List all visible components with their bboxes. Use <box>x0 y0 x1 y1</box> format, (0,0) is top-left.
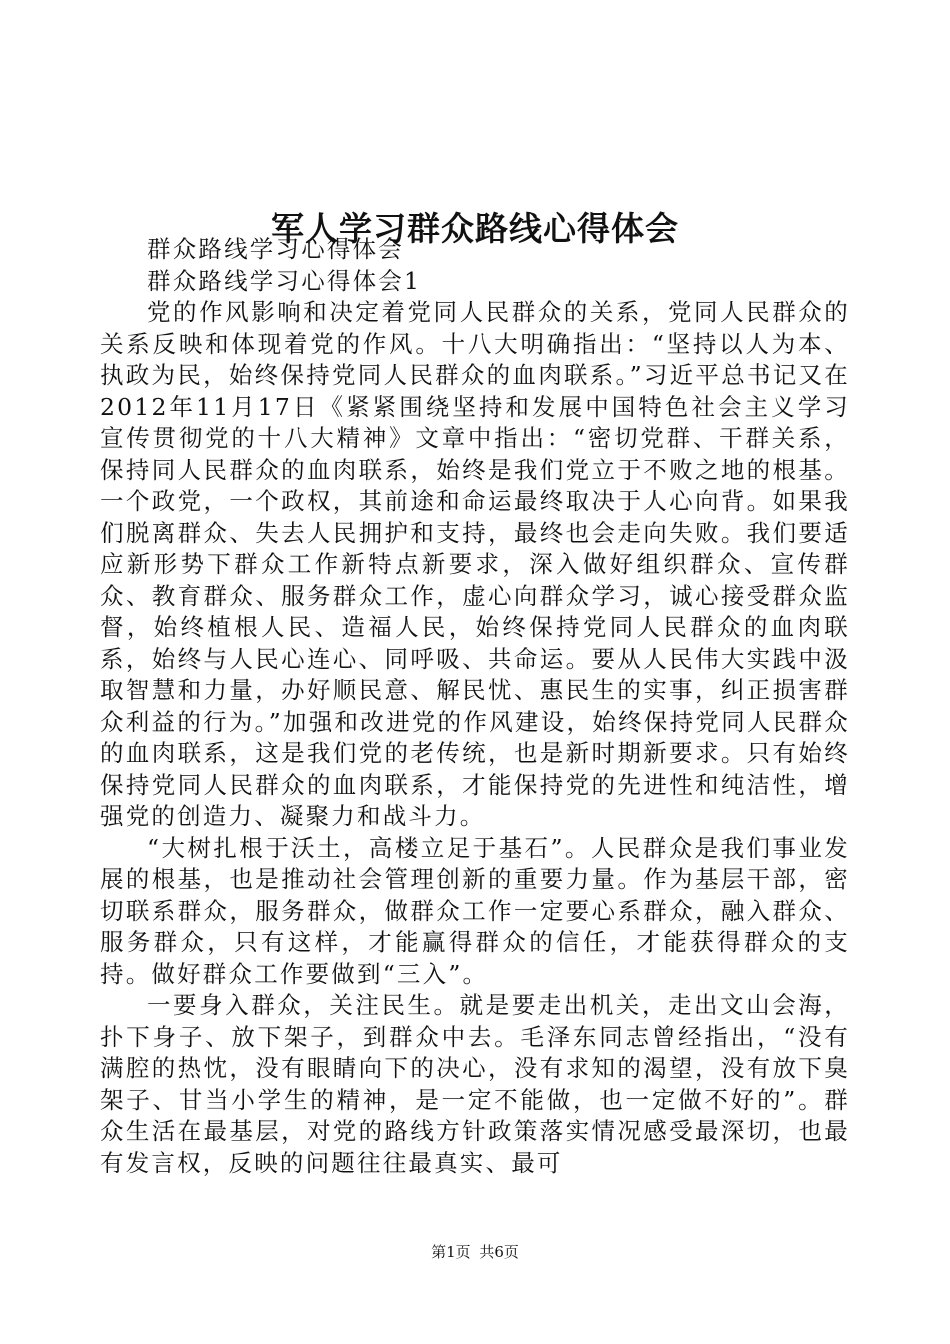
document-title: 军人学习群众路线心得体会 <box>271 209 679 249</box>
page-total: 共6页 <box>479 1243 519 1261</box>
body-paragraph: 党的作风影响和决定着党同人民群众的关系，党同人民群众的关系反映和体现着党的作风。十八大明确指出：“坚持以人为本、执政为民，始终保持党同人民群众的血肉联系。”习近平总书记又在2012年11月17日《紧紧围绕坚持和发展中国特色社会主义学习宣传贯彻党的十八大精神》文章中指出：“密切党群、干群关系，保持同人民群众的血肉联系，始终是我们党立于不败之地的根基。一个政党，一个政权，其前途和命运最终取决于人心向背。如果我们脱离群众、失去人民拥护和支持，最终也会走向失败。我们要适应新形势下群众工作新特点新要求，深入做好组织群众、宣传群众、教育群众、服务群众工作，虚心向群众学习，诚心接受群众监督，始终植根人民、造福人民，始终保持党同人民群众的血肉联系，始终与人民心连心、同呼吸、共命运。要从人民伟大实践中汲取智慧和力量，办好顺民意、解民忧、惠民生的实事，纠正损害群众利益的行为。”加强和改进党的作风建设，始终保持党同人民群众的血肉联系，这是我们党的老传统，也是新时期新要求。只有始终保持党同人民群众的血肉联系，才能保持党的先进性和纯洁性，增强党的创造力、凝聚力和战斗力。 <box>100 298 850 830</box>
subtitle-line: 群众路线学习心得体会1 <box>147 266 422 295</box>
page-footer <box>0 1240 950 1264</box>
page-number: 第1页 <box>431 1243 471 1261</box>
subtitle-line: 群众路线学习心得体会 <box>147 235 404 263</box>
body-paragraph: “大树扎根于沃土，高楼立足于基石”。人民群众是我们事业发展的根基，也是推动社会管理创新的重要力量。作为基层干部，密切联系群众，服务群众，做群众工作一定要心系群众，融入群众、服务群众，只有这样，才能赢得群众的信任，才能获得群众的支持。做好群众工作要做到“三入”。 <box>100 833 850 988</box>
document-body <box>100 234 850 1179</box>
body-paragraph: 一要身入群众，关注民生。就是要走出机关，走出文山会海，扑下身子、放下架子，到群众中去。毛泽东同志曾经指出，“没有满腔的热忱，没有眼睛向下的决心，没有求知的渴望，没有放下臭架子、甘当小学生的精神，是一定不能做，也一定做不好的”。群众生活在最基层，对党的路线方针政策落实情况感受最深切，也最有发言权，反映的问题往往最真实、最可 <box>100 991 850 1177</box>
